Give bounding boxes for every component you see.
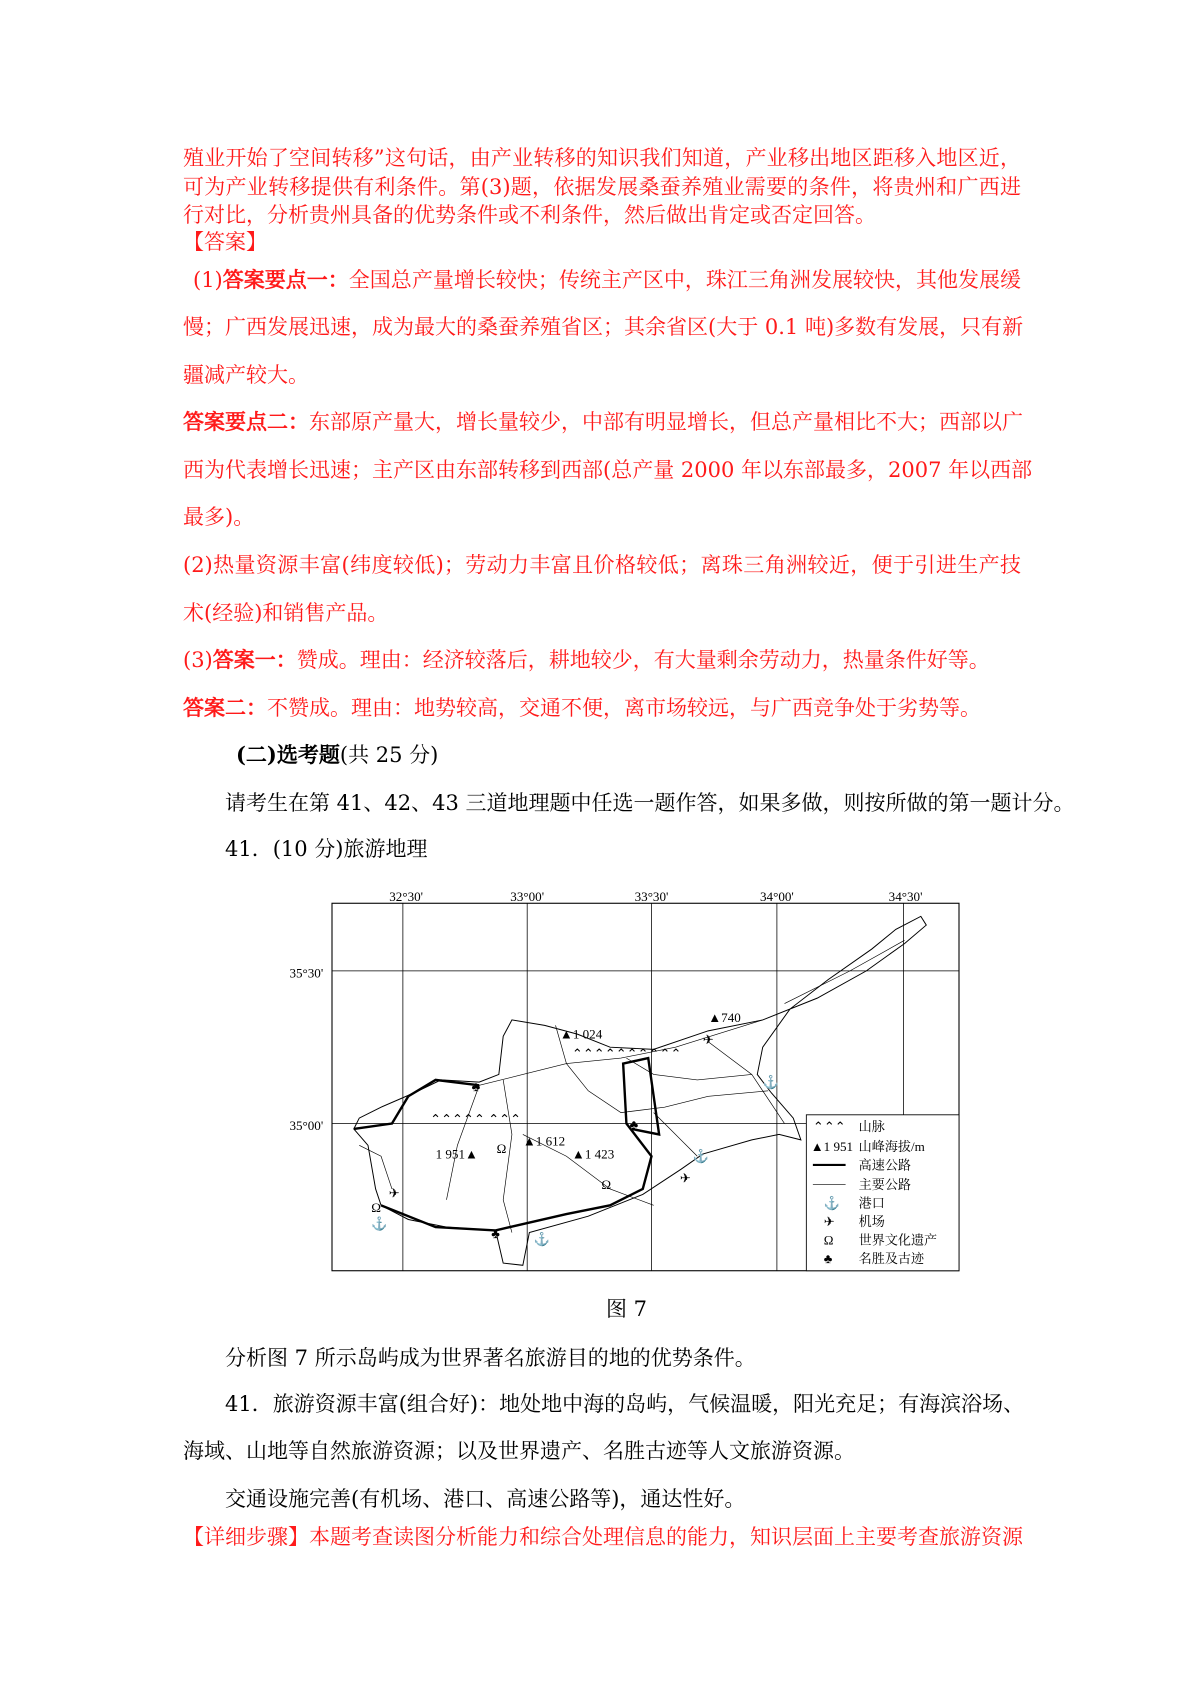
- anchor-icon: ⚓: [371, 1216, 388, 1232]
- legend-label: 机场: [858, 1214, 885, 1230]
- heritage-icon: Ω: [371, 1199, 381, 1215]
- answer-heading: 【答案】: [183, 230, 267, 254]
- legend-label: 山峰海拔/m: [858, 1138, 925, 1154]
- lon-label: 34°30': [888, 889, 923, 905]
- question-text: 分析图 7 所示岛屿成为世界著名旅游目的地的优势条件。: [225, 1346, 756, 1370]
- answer-1-line2: 慢；广西发展迅速，成为最大的桑蚕养殖省区；其余省区(大于 0.1 吨)多数有发展，只有新: [183, 315, 1024, 339]
- mountain-marks: [430, 1046, 681, 1126]
- legend-label: 高速公路: [858, 1157, 912, 1173]
- peak-icon: ▲1 951: [810, 1138, 854, 1154]
- answer-1b-line3: 最多)。: [183, 505, 255, 529]
- answer-1-line1: [193, 267, 1021, 293]
- heritage-icon: Ω: [823, 1232, 834, 1248]
- answer-text: 不赞成。理由：地势较高，交通不便，离市场较远，与广西竞争处于劣势等。: [267, 696, 981, 720]
- sights-icon: ♣: [629, 1116, 639, 1132]
- lat-label: 35°30': [289, 965, 324, 981]
- peak-label: ▲1 024: [559, 1026, 603, 1042]
- anchor-icon: ⚓: [533, 1231, 551, 1247]
- section-title: [236, 742, 1074, 768]
- lon-label: 32°30': [389, 889, 424, 905]
- heritage-icon: Ω: [496, 1140, 507, 1156]
- legend-label: 名胜及古迹: [858, 1251, 925, 1267]
- analysis-line: 可为产业转移提供有利条件。第(3)题，依据发展桑蚕养殖业需要的条件，将贵州和广西进: [183, 175, 1021, 199]
- anchor-icon: ⚓: [692, 1148, 710, 1164]
- legend-label: 主要公路: [858, 1176, 912, 1192]
- peak-label: ▲740: [708, 1010, 741, 1026]
- anchor-icon: ⚓: [762, 1074, 780, 1090]
- answer-text: 赞成。理由：经济较落后，耕地较少，有大量剩余劳动力，热量条件好等。: [296, 648, 990, 672]
- answer-3-line2: [183, 695, 1021, 721]
- peak-label: 1 951▲: [435, 1146, 478, 1162]
- answer-number: (1): [193, 268, 223, 292]
- sights-icon: ♣: [471, 1078, 481, 1094]
- answer-label: 答案要点一：: [222, 267, 349, 292]
- airport-icon: ✈: [702, 1031, 714, 1047]
- mountain-icon: ⌃⌃⌃⌃⌃ ⌃⌃⌃: [430, 1111, 522, 1127]
- answer-label: 答案一：: [212, 647, 297, 672]
- sights-icon: ♣: [491, 1226, 500, 1242]
- section-instruction: 请考生在第 41、42、43 三道地理题中任选一题作答，如果多做，则按所做的第一题计分。: [225, 791, 1075, 815]
- legend-label: 港口: [858, 1195, 885, 1211]
- answer-1-line3: 疆减产较大。: [183, 363, 309, 387]
- peak-label: ▲1 423: [571, 1146, 615, 1162]
- question-41-title: 41．(10 分)旅游地理: [225, 837, 428, 861]
- analysis-line: 行对比，分析贵州具备的优势条件或不利条件，然后做出肯定或否定回答。: [183, 203, 876, 227]
- mountain-icon: ⌃⌃⌃⌃⌃⌃⌃⌃⌃⌃: [571, 1046, 682, 1062]
- airport-icon: ✈: [679, 1170, 691, 1186]
- anchor-icon: ⚓: [823, 1195, 841, 1211]
- lon-label: 33°00': [510, 889, 545, 905]
- mountain-icon: ⌃⌃⌃: [812, 1119, 846, 1135]
- heritage-icon: Ω: [601, 1176, 612, 1192]
- legend-label: 山脉: [858, 1119, 885, 1135]
- sights-icon: ♣: [823, 1251, 833, 1267]
- detail-steps: 【详细步骤】本题考查读图分析能力和综合处理信息的能力，知识层面上主要考查旅游资源: [183, 1525, 1023, 1549]
- answer-2-line1: (2)热量资源丰富(纬度较低)；劳动力丰富且价格较低；离珠三角洲较近，便于引进生产技: [183, 553, 1021, 577]
- answer-41-line3: 交通设施完善(有机场、港口、高速公路等)，通达性好。: [225, 1487, 746, 1511]
- answer-41-line2: 海域、山地等自然旅游资源；以及世界遗产、名胜古迹等人文旅游资源。: [183, 1439, 855, 1463]
- answer-1b-line2: 西为代表增长迅速；主产区由东部转移到西部(总产量 2000 年以东部最多，2007 年以西部: [183, 458, 1033, 482]
- answer-label: 答案要点二：: [183, 409, 309, 434]
- lon-label: 34°00': [760, 889, 794, 905]
- section-title-bold: (二)选考题: [236, 742, 340, 767]
- figure-caption: 图 7: [606, 1297, 648, 1321]
- answer-3-line1: [183, 647, 1021, 673]
- answer-2-line2: 术(经验)和销售产品。: [183, 601, 389, 625]
- airport-icon: ✈: [388, 1185, 400, 1201]
- lon-label: 33°30': [634, 889, 669, 905]
- answer-text: 全国总产量增长较快；传统主产区中，珠江三角洲发展较快，其他发展缓: [348, 268, 1021, 292]
- answer-text: 东部原产量大，增长量较少，中部有明显增长，但总产量相比不大；西部以广: [309, 410, 1023, 434]
- analysis-line: 殖业开始了空间转移”这句话，由产业转移的知识我们知道，产业移出地区距移入地区近，: [183, 146, 1021, 170]
- peak-label: ▲1 612: [522, 1133, 566, 1149]
- highways: [354, 1058, 659, 1230]
- answer-1b-line1: [183, 409, 1021, 435]
- answer-41-line1: 41．旅游资源丰富(组合好)：地处地中海的岛屿，气候温暖，阳光充足；有海滨浴场、: [225, 1392, 1025, 1416]
- cyprus-map: [289, 889, 959, 1271]
- airport-icon: ✈: [823, 1214, 835, 1230]
- section-title-score: (共 25 分): [339, 743, 439, 767]
- answer-number: (3): [183, 648, 213, 672]
- lat-label: 35°00': [289, 1118, 324, 1134]
- answer-label: 答案二：: [183, 695, 267, 720]
- legend-label: 世界文化遗产: [858, 1232, 938, 1248]
